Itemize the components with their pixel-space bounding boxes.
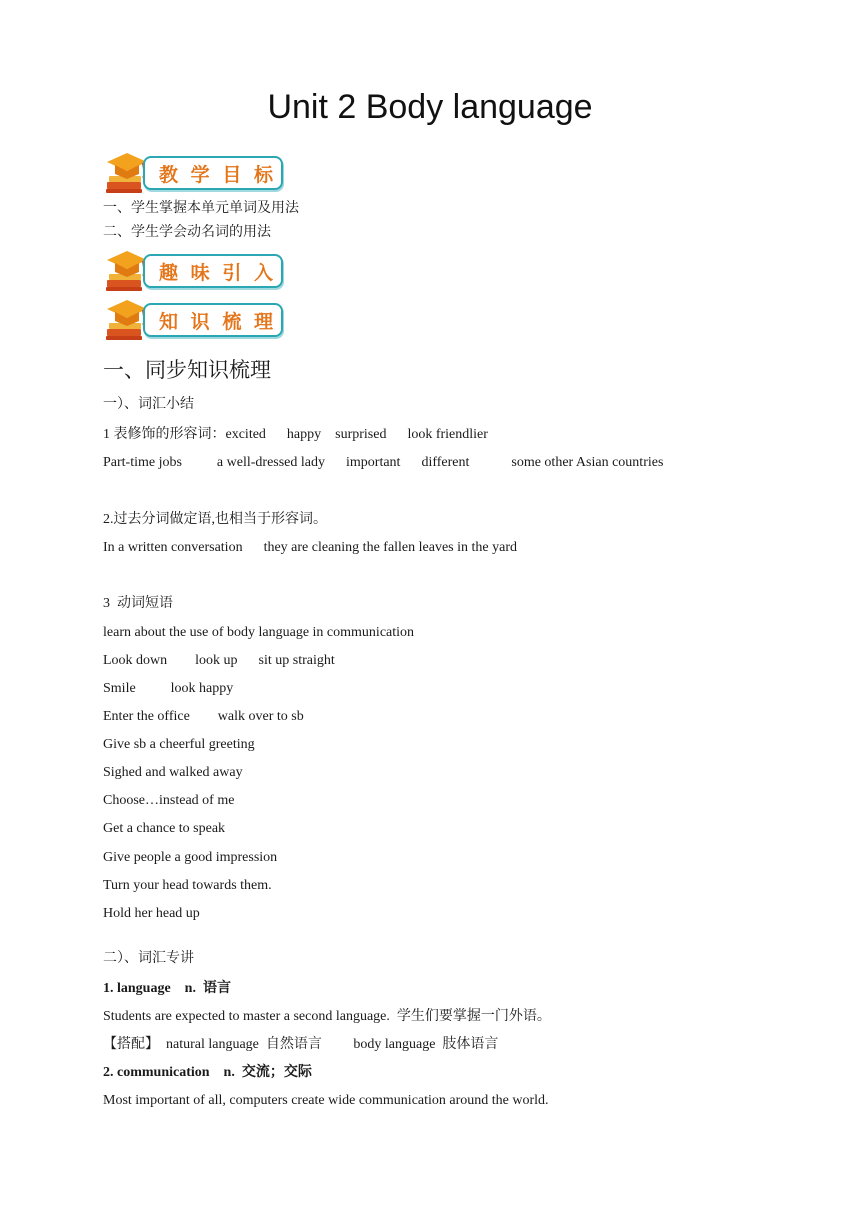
subsection-heading-vocab-summary: 一）、词汇小结 (103, 397, 194, 412)
item2-line: In a written conversation they are cleaning the fallen leaves in the yard (103, 540, 517, 555)
phrase-line: learn about the use of body language in communication (103, 625, 415, 640)
item3-label: 3 动词短语 (103, 596, 173, 611)
banner-label: 知 识 梳 理 (159, 310, 273, 333)
phrase-line: Look down look up sit up straight (103, 653, 335, 668)
phrase-line: Enter the office walk over to sb (103, 709, 304, 724)
banner-fun-intro (103, 248, 281, 294)
section-heading: 一、同步知识梳理 (103, 358, 271, 382)
banner-label: 教 学 目 标 (159, 163, 273, 186)
word1-heading: 1. language n. 语言 (103, 981, 231, 996)
item1-line: Part-time jobs a well-dressed lady important different some other Asian countries (103, 455, 664, 470)
subsection-heading-vocab-lecture: 二）、词汇专讲 (103, 951, 194, 966)
phrase-line: Smile look happy (103, 681, 234, 696)
phrase-line: Give people a good impression (103, 850, 278, 865)
word1-example: Students are expected to master a second language. 学生们要掌握一门外语。 (103, 1009, 551, 1024)
phrase-line: Choose…instead of me (103, 793, 235, 808)
word1-collocation: 【搭配】 natural language 自然语言 body language 肢体语言 (103, 1037, 499, 1052)
item2-label: 2.过去分词做定语,也相当于形容词。 (103, 512, 327, 527)
banner-teaching-goals (103, 150, 281, 196)
word2-heading: 2. communication n. 交流；交际 (103, 1065, 312, 1080)
banner-knowledge-review (103, 297, 281, 343)
objective-1: 一、学生掌握本单元单词及用法 (103, 201, 299, 216)
page-title: Unit 2 Body language (267, 88, 593, 126)
objective-2: 二、学生学会动名词的用法 (103, 225, 271, 240)
item1-label: 1 表修饰的形容词：excited happy surprised look friendlier (103, 427, 488, 442)
banner-label: 趣 味 引 入 (159, 261, 273, 284)
phrase-line: Get a chance to speak (103, 821, 226, 836)
phrase-line: Turn your head towards them. (103, 878, 272, 893)
phrase-line: Give sb a cheerful greeting (103, 737, 255, 752)
phrase-line: Hold her head up (103, 906, 200, 921)
phrase-line: Sighed and walked away (103, 765, 243, 780)
word2-example: Most important of all, computers create wide communication around the world. (103, 1093, 549, 1108)
